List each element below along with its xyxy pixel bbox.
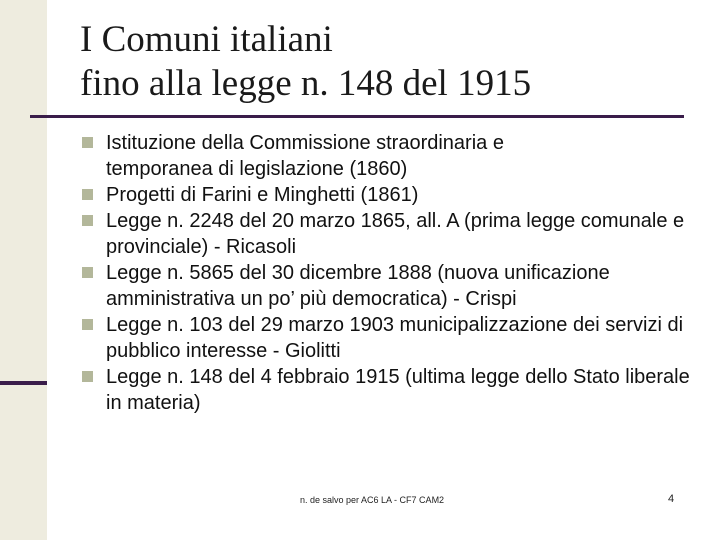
bullet-list — [82, 130, 690, 416]
bullet-text: Istituzione della Commissione straordinaria e temporanea di legislazione (1860) — [106, 132, 504, 180]
square-bullet-icon — [82, 215, 93, 226]
bullet-text: Legge n. 5865 del 30 dicembre 1888 (nuova unificazione amministrativa un po’ più democratica) - Crispi — [106, 262, 610, 310]
square-bullet-icon — [82, 371, 93, 382]
slide-footer: n. de salvo per AC6 LA - CF7 CAM2 — [300, 495, 445, 505]
square-bullet-icon — [82, 319, 93, 330]
bullet-item — [82, 208, 686, 260]
bullet-item — [82, 182, 682, 208]
square-bullet-icon — [82, 137, 93, 148]
left-accent-bar — [0, 381, 47, 385]
bullet-item — [82, 130, 596, 182]
page-number: 4 — [668, 493, 675, 505]
bullet-item — [82, 364, 696, 416]
bullet-text: Legge n. 2248 del 20 marzo 1865, all. A (prima legge comunale e provinciale) - Ricasoli — [106, 210, 685, 258]
square-bullet-icon — [82, 189, 93, 200]
slide-title — [80, 18, 690, 106]
square-bullet-icon — [82, 267, 93, 278]
bullet-text: Legge n. 148 del 4 febbraio 1915 (ultima legge dello Stato liberale in materia) — [106, 366, 690, 414]
bullet-text: Progetti di Farini e Minghetti (1861) — [106, 184, 419, 206]
bullet-text: Legge n. 103 del 29 marzo 1903 municipalizzazione dei servizi di pubblico interesse - Giolitti — [106, 314, 684, 362]
title-underline — [30, 115, 684, 118]
left-decorative-band — [0, 0, 47, 540]
title-line-2: fino alla legge n. 148 del 1915 — [80, 63, 532, 104]
bullet-item — [82, 260, 696, 312]
title-line-1: I Comuni italiani — [80, 19, 333, 60]
bullet-item — [82, 312, 696, 364]
